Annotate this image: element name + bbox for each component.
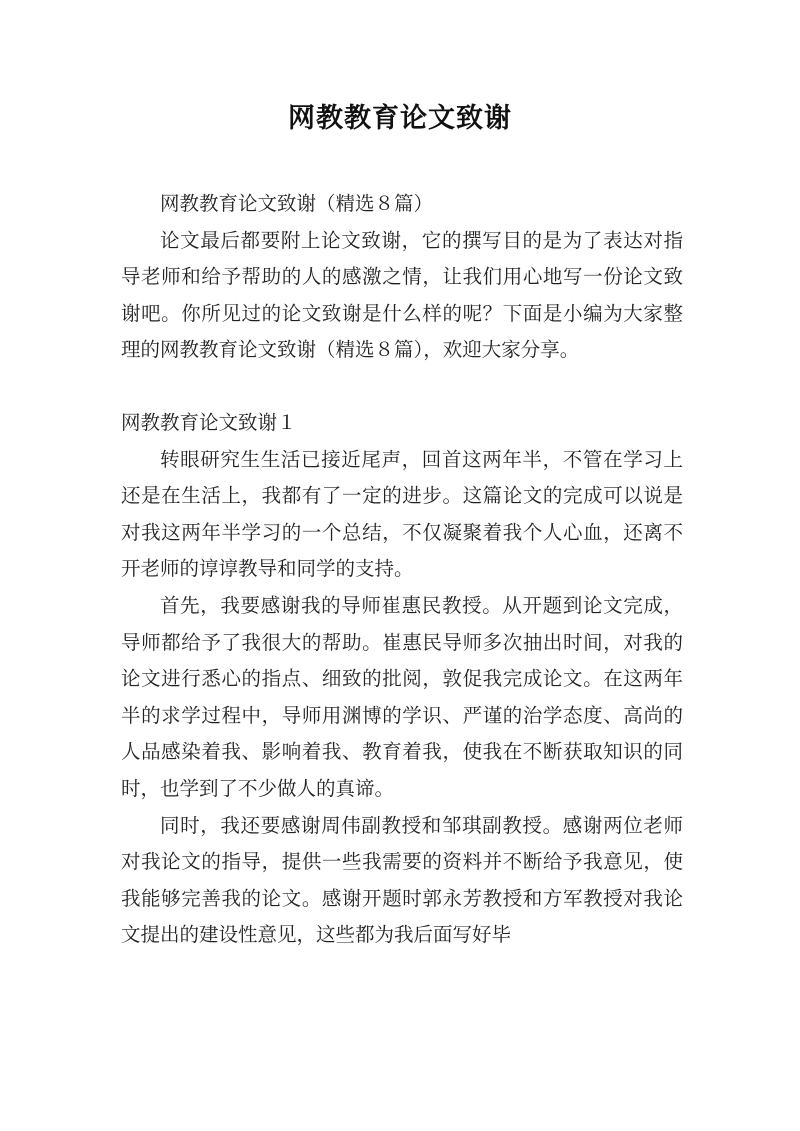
body-paragraph: 同时，我还要感谢周伟副教授和邹琪副教授。感谢两位老师对我论文的指导，提供一些我需要的资料并不断给予我意见，使我能够完善我的论文。感谢开题时郭永芳教授和方军教授对我论文提出的建设性意见，这些都为我后面写好毕: [121, 813, 683, 947]
document-body: [121, 186, 683, 954]
section-heading: 网教教育论文致谢１: [121, 410, 297, 434]
body-paragraph: 转眼研究生生活已接近尾声，回首这两年半，不管在学习上还是在生活上，我都有了一定的进步。这篇论文的完成可以说是对我这两年半学习的一个总结，不仅凝聚着我个人心血，还离不开老师的谆谆教导和同学的支持。: [121, 447, 683, 581]
document-title: 网教教育论文致谢: [288, 103, 512, 134]
body-paragraph: 首先，我要感谢我的导师崔惠民教授。从开题到论文完成，导师都给予了我很大的帮助。崔惠民导师多次抽出时间，对我的论文进行悉心的指点、细致的批阅，敦促我完成论文。在这两年半的求学过程中，导师用渊博的学识、严谨的治学态度、高尚的人品感染着我、影响着我、教育着我，使我在不断获取知识的同时，也学到了不少做人的真谛。: [121, 593, 683, 800]
document-subtitle: 网教教育论文致谢（精选８篇）: [160, 192, 434, 215]
intro-paragraph: 论文最后都要附上论文致谢，它的撰写目的是为了表达对指导老师和给予帮助的人的感激之情，让我们用心地写一份论文致谢吧。你所见过的论文致谢是什么样的呢？下面是小编为大家整理的网教教育论文致谢（精选８篇），欢迎大家分享。: [121, 228, 683, 362]
